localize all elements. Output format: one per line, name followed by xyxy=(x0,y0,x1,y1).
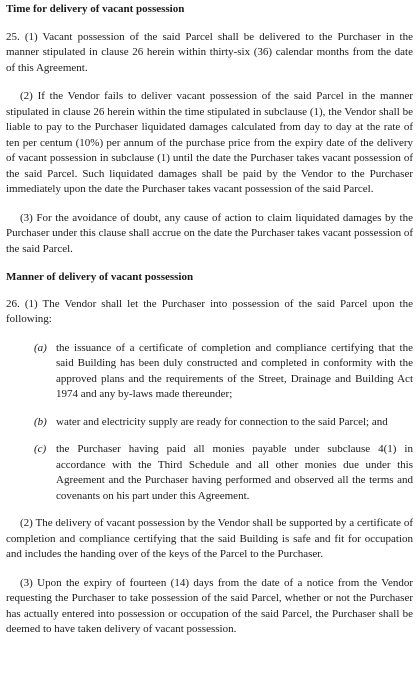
list-item-label: (c) xyxy=(34,443,47,455)
clause-26-2: (2) The delivery of vacant possession by the Vendor shall be supported by a certificate of completion and compliance certifying that the said Building is safe and fit for occupation and includes the handing over of the keys of the Parcel to the Purchaser. xyxy=(6,517,413,560)
list-item-label: (a) xyxy=(34,341,47,354)
clause-25-2: (2) If the Vendor fails to deliver vacant possession of the said Parcel in the manner stipulated in clause 26 herein within the time stipulated in subclause (1), the Vendor shall be liable to pay to the Purchaser liquidated damages calculated from day to day at the rate of ten per centum (10%) per annum of the purchase price from the expiry date of the delivery of vacant possession in subclause (1) until the date the Purchaser takes vacant possession of the said Parcel. Such liquidated damages shall be paid by the Vendor to the Purchaser immediately upon the date the Purchaser takes vacant possession of the said Parcel. xyxy=(6,90,413,195)
clause-25-3: (3) For the avoidance of doubt, any cause of action to claim liquidated damages by the Purchaser under this clause shall accrue on the date the Purchaser takes vacant possession of the said Parcel. xyxy=(6,211,413,255)
list-item-a xyxy=(6,341,413,403)
section-heading-manner-of-delivery: Manner of delivery of vacant possession xyxy=(6,271,194,283)
clause-26-3: (3) Upon the expiry of fourteen (14) days from the date of a notice from the Vendor requesting the Purchaser to take possession of the said Parcel, whether or not the Purchaser has actually entered into possession or occupation of the said Parcel, the Purchaser shall be deemed to have taken delivery of vacant possession. xyxy=(6,576,413,635)
list-item-text: the Purchaser having paid all monies payable under subclause 4(1) in accordance with the Third Schedule and all other monies due under this Agreement and the Purchaser having performed and observed all the terms and covenants on his part under this Agreement. xyxy=(56,443,413,502)
list-item-label: (b) xyxy=(34,415,47,428)
clause-26-1-items xyxy=(6,341,413,505)
list-item-c xyxy=(6,442,413,504)
document-page xyxy=(6,2,413,651)
list-item-b xyxy=(6,415,413,431)
list-item-text: the issuance of a certificate of completion and compliance certifying that the said Building has been duly constructed and completed in conformity with the approved plans and the requirements of the Street, Drainage and Building Act 1974 and any by-laws made thereunder; xyxy=(56,341,413,400)
list-item-text: water and electricity supply are ready for connection to the said Parcel; and xyxy=(56,415,388,428)
section-heading-time-for-delivery: Time for delivery of vacant possession xyxy=(6,3,185,15)
clause-25-1: 25. (1) Vacant possession of the said Parcel shall be delivered to the Purchaser in the manner stipulated in clause 26 herein within thirty-six (36) calendar months from the date of this Agreement. xyxy=(6,30,413,74)
clause-26-1-intro: 26. (1) The Vendor shall let the Purchaser into possession of the said Parcel upon the following: xyxy=(6,297,413,325)
